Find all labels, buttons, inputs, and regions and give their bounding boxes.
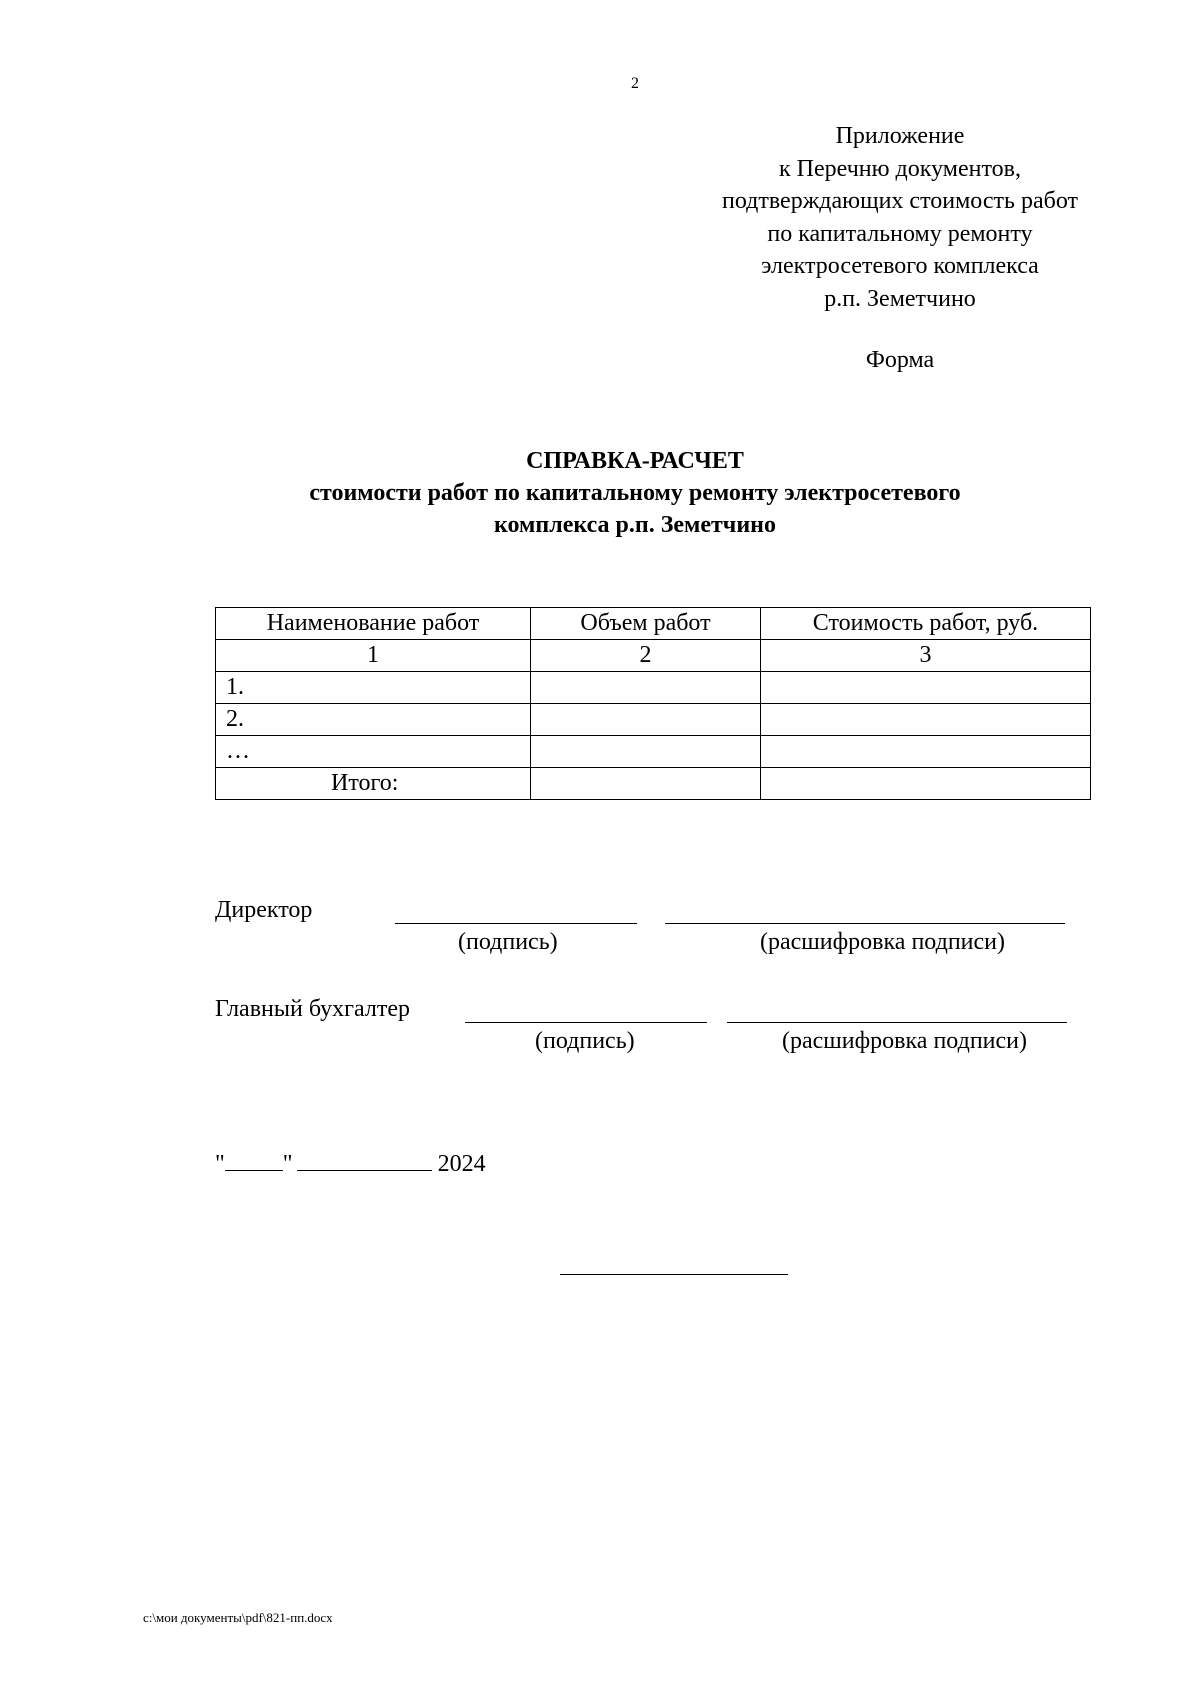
row-volume-cell	[531, 704, 761, 736]
date-year: 2024	[437, 1151, 486, 1177]
document-subtitle-line1: стоимости работ по капитальному ремонту электросетевого	[309, 480, 961, 506]
appendix-line: по капитальному ремонту	[767, 220, 1033, 247]
document-subtitle-line2: комплекса р.п. Земетчино	[494, 512, 776, 538]
column-number: 2	[531, 640, 761, 672]
header-work-volume: Объем работ	[531, 608, 761, 640]
appendix-line: к Перечню документов,	[779, 155, 1021, 182]
director-signature-caption: (подпись)	[458, 929, 558, 955]
table-row	[216, 736, 1091, 768]
footer-file-path: c:\мои документы\pdf\821-пп.docx	[143, 1610, 333, 1625]
chief-accountant-decoding-caption: (расшифровка подписи)	[782, 1028, 1027, 1054]
column-number: 1	[216, 640, 531, 672]
table-header-row	[216, 608, 1091, 640]
row-label: 2.	[216, 704, 531, 736]
table-total-row	[216, 768, 1091, 800]
row-cost-cell	[761, 736, 1091, 768]
director-decoding-line	[665, 923, 1065, 924]
row-cost-cell	[761, 704, 1091, 736]
date-day-blank	[225, 1150, 283, 1171]
chief-accountant-decoding-line	[727, 1022, 1067, 1023]
chief-accountant-title: Главный бухгалтер	[215, 996, 410, 1022]
total-label: Итого:	[216, 768, 531, 800]
end-separator-line	[560, 1274, 788, 1275]
header-work-name: Наименование работ	[216, 608, 531, 640]
works-cost-table	[215, 607, 1091, 800]
date-month-blank	[297, 1150, 432, 1171]
table-row	[216, 672, 1091, 704]
row-label: 1.	[216, 672, 531, 704]
total-volume-cell	[531, 768, 761, 800]
document-title: СПРАВКА-РАСЧЕТ	[526, 448, 744, 474]
date-close-quote: "	[282, 1151, 293, 1177]
total-cost-cell	[761, 768, 1091, 800]
form-label: Форма	[865, 347, 935, 373]
header-work-cost: Стоимость работ, руб.	[761, 608, 1091, 640]
page-number: 2	[631, 75, 639, 92]
row-label: …	[216, 736, 531, 768]
appendix-line: подтверждающих стоимость работ	[722, 188, 1078, 214]
column-number: 3	[761, 640, 1091, 672]
appendix-line: Приложение	[835, 123, 965, 149]
table-row	[216, 704, 1091, 736]
chief-accountant-signature-line	[465, 1022, 707, 1023]
column-number-row	[216, 640, 1091, 672]
document-title-block	[190, 445, 1080, 541]
chief-accountant-signature-caption: (подпись)	[535, 1028, 635, 1054]
appendix-line: р.п. Земетчино	[824, 285, 976, 312]
row-cost-cell	[761, 672, 1091, 704]
director-decoding-caption: (расшифровка подписи)	[760, 929, 1005, 955]
row-volume-cell	[531, 672, 761, 704]
date-row	[215, 1150, 486, 1178]
director-title: Директор	[215, 897, 313, 923]
appendix-line: электросетевого комплекса	[761, 253, 1039, 279]
appendix-block	[670, 120, 1130, 315]
date-open-quote: "	[215, 1151, 225, 1177]
director-signature-line	[395, 923, 637, 924]
row-volume-cell	[531, 736, 761, 768]
